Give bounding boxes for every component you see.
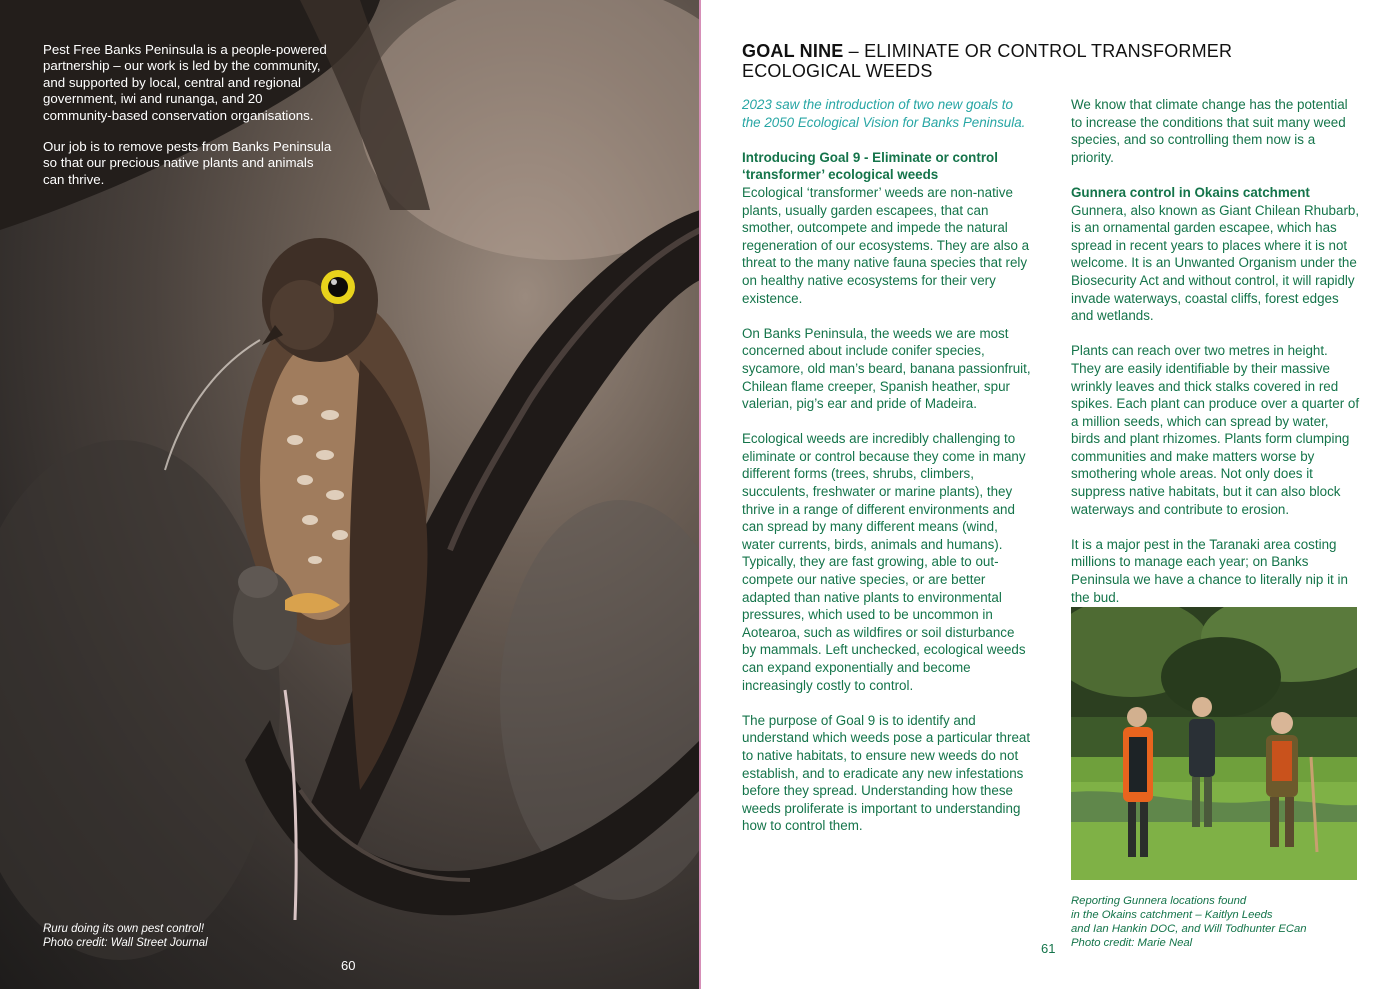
caption-line: in the Okains catchment – Kaitlyn Leeds bbox=[1071, 909, 1273, 921]
gunnera-photo-caption bbox=[1071, 894, 1361, 950]
intro-paragraph: Pest Free Banks Peninsula is a people-powered partnership – our work is led by the community, and supported by local, central and regional government, iwi and runanga, and 20 community-based conservation organisations. bbox=[43, 42, 327, 123]
section-goal9 bbox=[742, 149, 1032, 307]
page-number-right: 61 bbox=[1041, 941, 1056, 956]
intro-text bbox=[43, 42, 333, 203]
article-page bbox=[701, 0, 1398, 989]
section-heading: Gunnera control in Okains catchment bbox=[1071, 184, 1310, 200]
column-right bbox=[1071, 96, 1361, 624]
page-title bbox=[742, 41, 1302, 81]
body-paragraph: The purpose of Goal 9 is to identify and understand which weeds pose a particular threat to native habitats, to ensure new weeds do not establish, and to eradicate any new infestations before they spread. Understanding how these weeds proliferate is important to understanding how to control them. bbox=[742, 712, 1031, 834]
body-paragraph: Plants can reach over two metres in height. They are easily identifiable by their massive wrinkly leaves and thick stalks covered in red spikes. Each plant can produce over a quarter of a million seeds, which can spread by water, birds and plant rhizomes. Plants form clumping communities and make matters worse by smothering whole areas. Not only does it suppress native habitats, but it can also block waterways and contribute to erosion. bbox=[1071, 343, 1360, 517]
gunnera-photo-image bbox=[1071, 607, 1357, 880]
caption-line: Reporting Gunnera locations found bbox=[1071, 895, 1247, 907]
caption-credit: Photo credit: Wall Street Journal bbox=[43, 937, 208, 949]
body-paragraph: We know that climate change has the potential to increase the conditions that suit many weed species, and so controlling them now is a priority. bbox=[1071, 97, 1348, 165]
body-paragraph: On Banks Peninsula, the weeds we are most concerned about include conifer species, sycamore, old man’s beard, banana passionfruit, Chilean flame creeper, Spanish heather, spur valerian, pig’s ear and pride of Madeira. bbox=[742, 325, 1031, 412]
body-text: Gunnera, also known as Giant Chilean Rhubarb, is an ornamental garden escapee, which has spread in recent years to places where it is not welcome. It is an Unwanted Organism under the Biosecurity Act and without control, it will rapidly invade waterways, coastal cliffs, forest edges and wetlands. bbox=[1071, 202, 1360, 324]
body-paragraph: Ecological weeds are incredibly challenging to eliminate or control because they come in many different forms (trees, shrubs, climbers, succulents, freshwater or marine plants), they thrive in a range of different environments and can spread by many different means (wind, water currents, birds, animals and humans). Typically, they are fast growing, able to out-compete our native species, or are better adapted than native plants to environmental pressures, which used to be uncommon in Aotearoa, such as wildfires or soil disturbance by mammals. Left unchecked, ecological weeds can expand exponentially and become increasingly costly to control. bbox=[742, 431, 1026, 693]
column-left bbox=[742, 96, 1032, 853]
section-gunnera bbox=[1071, 184, 1361, 325]
caption-credit: Photo credit: Marie Neal bbox=[1071, 937, 1193, 949]
gunnera-photo bbox=[1071, 607, 1357, 880]
section-heading: Introducing Goal 9 - Eliminate or control ‘transformer’ ecological weeds bbox=[742, 149, 998, 183]
caption-line: Ruru doing its own pest control! bbox=[43, 923, 205, 935]
intro-paragraph: Our job is to remove pests from Banks Peninsula so that our precious native plants and animals can thrive. bbox=[43, 139, 332, 187]
body-text: Ecological ‘transformer’ weeds are non-native plants, usually garden escapees, that can smother, outcompete and impede the natural regeneration of our ecosystems. They are also a threat to the many native fauna species that rely on healthy native ecosystems for their very existence. bbox=[742, 184, 1030, 306]
lead-paragraph: 2023 saw the introduction of two new goals to the 2050 Ecological Vision for Banks Peninsula. bbox=[742, 97, 1026, 130]
body-paragraph: It is a major pest in the Taranaki area costing millions to manage each year; on Banks Peninsula we have a chance to literally nip it in the bud. bbox=[1071, 536, 1348, 605]
page-number-left: 60 bbox=[341, 958, 356, 973]
title-bold: GOAL NINE bbox=[742, 41, 844, 61]
title-rest: – ELIMINATE OR CONTROL TRANSFORMER ECOLOGICAL WEEDS bbox=[742, 41, 1233, 81]
owl-photo-caption bbox=[43, 922, 208, 950]
caption-line: and Ian Hankin DOC, and Will Todhunter ECan bbox=[1071, 923, 1307, 935]
